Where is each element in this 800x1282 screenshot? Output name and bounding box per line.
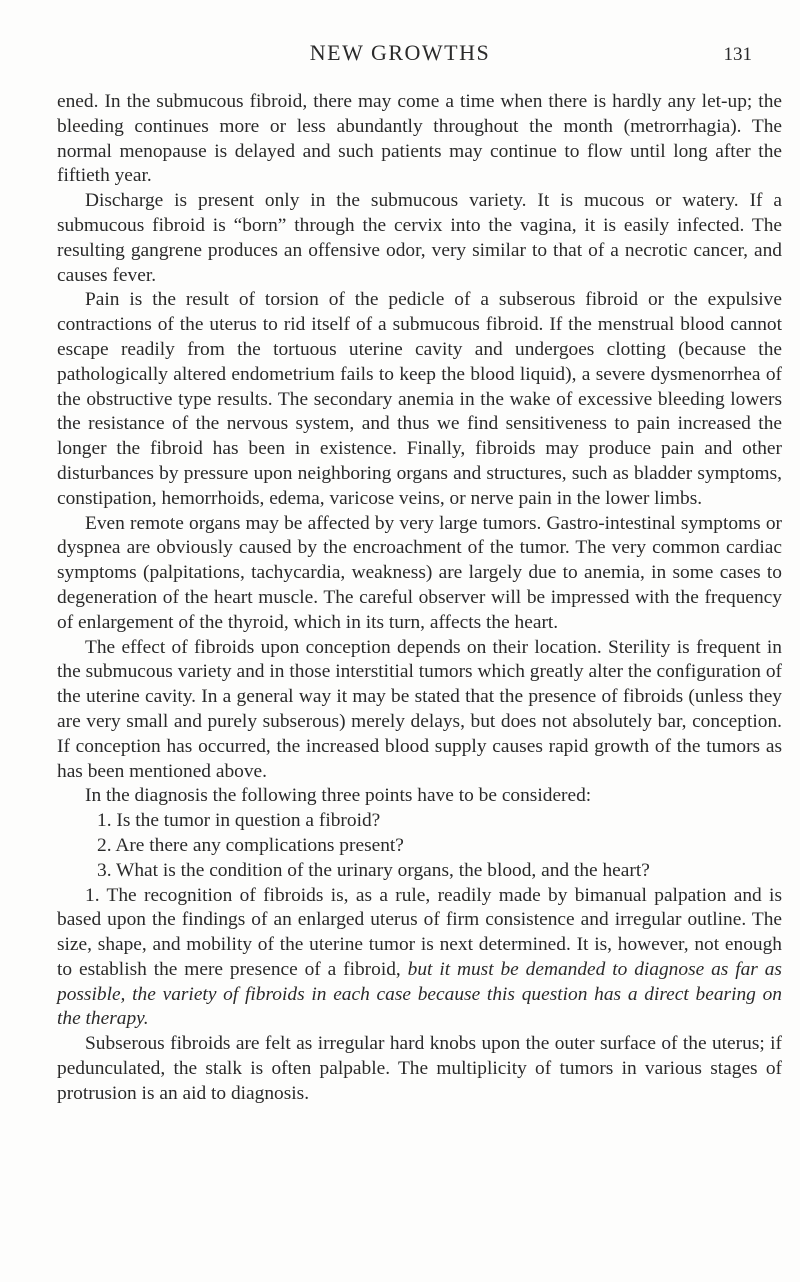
paragraph-discharge: Discharge is present only in the submucous variety. It is mucous or watery. If a submucous fibroid is “born” through the cervix into the vagina, it is easily infected. The resulting gangrene produces an offensive odor, very similar to that of a necrotic cancer, and causes fever.: [57, 190, 782, 286]
recognition-text: 1. The recognition of fibroids is, as a rule, readily made by bimanual palpation and is based upon the findings of an enlarged uterus of firm consistence and irregular outline. The size, shape, and mobility of the uterine tumor is next determined. It is, however, not enough to establish the mere presence of a fibroid,: [57, 884, 782, 980]
page-number: 131: [723, 44, 752, 65]
list-item-2: 2. Are there any complications present?: [97, 834, 404, 856]
body-text: [57, 90, 782, 1107]
paragraph-conception: The effect of fibroids upon conception depends on their location. Sterility is frequent in the submucous variety and in those interstitial tumors which greatly alter the configuration of the uterine cavity. In a general way it may be stated that the presence of fibroids (unless they are very small and purely subserous) merely delays, but does not absolutely bar, conception. If conception has occurred, the increased blood supply causes rapid growth of the tumors as has been mentioned above.: [57, 636, 782, 782]
paragraph-recognition: [57, 884, 782, 1033]
running-title: NEW GROWTHS: [309, 40, 491, 65]
paragraph-subserous: Subserous fibroids are felt as irregular hard knobs upon the outer surface of the uterus; if pedunculated, the stalk is often palpable. The multiplicity of tumors in various stages of protrusion is an aid to diagnosis.: [57, 1033, 782, 1104]
list-item-1: 1. Is the tumor in question a fibroid?: [97, 810, 381, 832]
paragraph-continuation: ened. In the submucous fibroid, there may come a time when there is hardly any let-up; the bleeding continues more or less abundantly throughout the month (metrorrhagia). The normal menopause is delayed and such patients may continue to flow until long after the fiftieth year.: [57, 91, 782, 187]
list-item-3: 3. What is the condition of the urinary organs, the blood, and the heart?: [97, 859, 650, 881]
recognition-emphasis: but it must be demanded to diagnose as far as possible, the variety of fibroids in each case because this question has a direct bearing on the therapy.: [57, 958, 782, 1030]
paragraph-pain: Pain is the result of torsion of the pedicle of a subserous fibroid or the expulsive contractions of the uterus to rid itself of a submucous fibroid. If the menstrual blood cannot escape readily from the tortuous uterine cavity and undergoes clotting (because the pathologically altered endometrium fails to keep the blood liquid), a severe dysmenorrhea of the obstructive type results. The secondary anemia in the wake of excessive bleeding lowers the resistance of the nervous system, and thus we find sensitiveness to pain increased the longer the fibroid has been in existence. Finally, fibroids may produce pain and other disturbances by pressure upon neighboring organs and structures, such as bladder symptoms, constipation, hemorrhoids, edema, varicose veins, or nerve pain in the lower limbs.: [57, 289, 782, 509]
paragraph-remote-organs: Even remote organs may be affected by very large tumors. Gastro-intestinal symptoms or dyspnea are obviously caused by the encroachment of the tumor. The very common cardiac symptoms (palpitations, tachycardia, weakness) are largely due to anemia, in some cases to degeneration of the heart muscle. The careful observer will be impressed with the frequency of enlargement of the thyroid, which in its turn, affects the heart.: [57, 512, 782, 633]
paragraph-diagnosis-intro: In the diagnosis the following three points have to be considered:: [85, 785, 592, 807]
